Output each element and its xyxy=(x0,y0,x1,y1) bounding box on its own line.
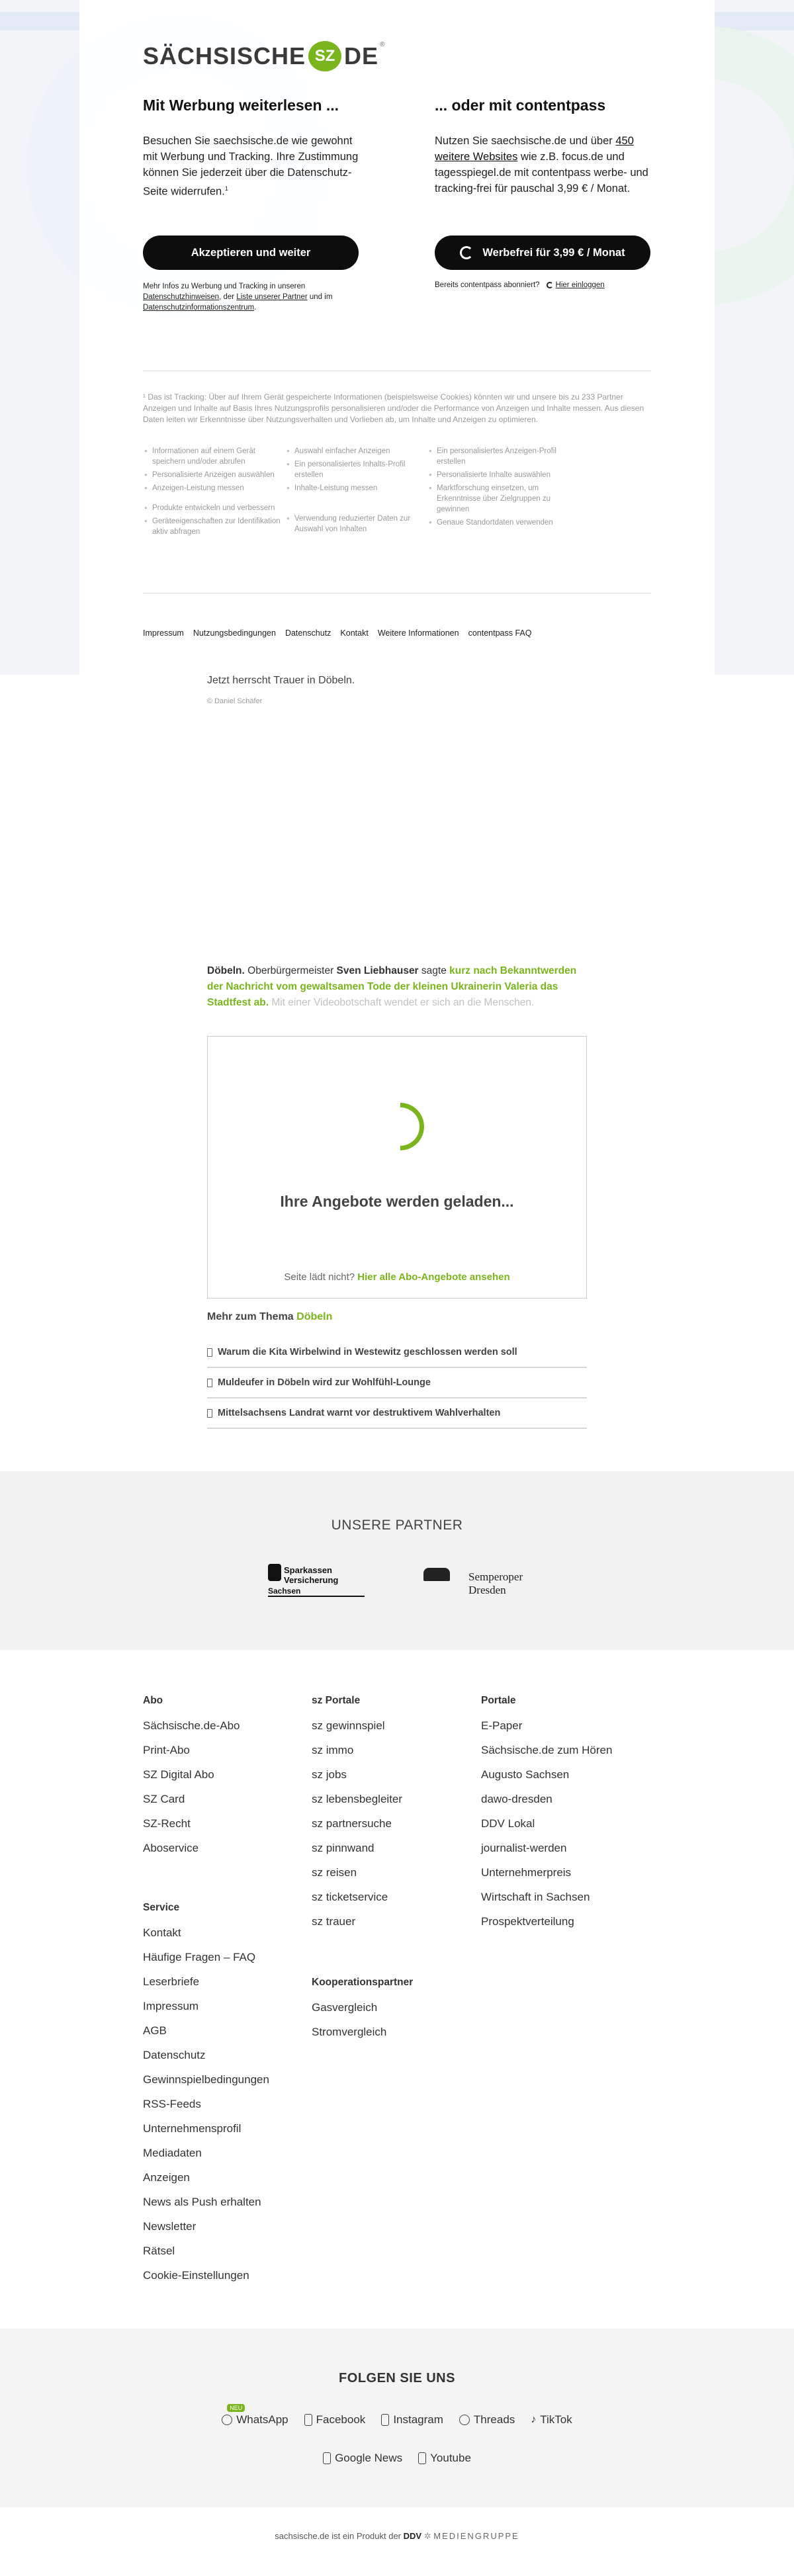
purpose-column-1 xyxy=(143,446,285,540)
social-instagram[interactable]: Instagram xyxy=(381,2413,443,2426)
social-tiktok[interactable]: ♪ TikTok xyxy=(531,2413,572,2426)
purpose-item: ● Geräteeigenschaften zur Identifikation aktiv abfragen xyxy=(143,516,285,537)
sitemap-link[interactable]: Cookie-Einstellungen xyxy=(143,2269,249,2282)
accept-button[interactable]: Akzeptieren und weiter xyxy=(143,236,359,270)
offers-hint: Seite lädt nicht? Hier alle Abo-Angebote ansehen xyxy=(284,1271,510,1283)
sitemap-link[interactable]: Wirtschaft in Sachsen xyxy=(481,1891,590,1903)
sitemap-link[interactable]: DDV Lokal xyxy=(481,1817,535,1830)
facebook-icon xyxy=(304,2414,312,2426)
article-link[interactable]: kurz nach Bekanntwerden der Nachricht vom gewaltsamen Tode der kleinen Ukrainerin Valeria das Stadtfest ab. xyxy=(207,965,577,1008)
sitemap-link[interactable]: Stromvergleich xyxy=(312,2026,387,2038)
privacy-link[interactable]: Datenschutzhinweisen xyxy=(143,293,220,301)
social-youtube[interactable]: Youtube xyxy=(418,2452,471,2465)
sitemap-link[interactable]: Mediadaten xyxy=(143,2147,202,2159)
footer-link-impressum[interactable]: Impressum xyxy=(143,628,184,638)
sitemap-link[interactable]: Unternehmerpreis xyxy=(481,1866,572,1879)
publisher-line: sachsische.de ist ein Produkt der DDV ✲ MEDIENGRUPPE xyxy=(275,2531,519,2541)
tracking-explanation: ¹ Das ist Tracking: Über auf Ihrem Gerät gespeicherte Informationen (beispielsweise Cookies) könnten wir und unsere bis zu 233 Partner Anzeigen und Inhalte auf Basis Ihres Nutzungsprofils personalisieren und/oder die Performance von Anzeigen und Inhalte messen. Aus diesen Daten leiten wir Erkenntnisse über Nutzungsverhalten und Vorlieben ab, um Inhalte und Anzeigen zu optimieren. xyxy=(143,392,644,424)
sitemap-sz-portale-title: sz Portale xyxy=(312,1695,361,1706)
purpose-list xyxy=(143,446,651,540)
sitemap-link[interactable]: Sächsische.de zum Hören xyxy=(481,1744,613,1756)
tiktok-icon: ♪ xyxy=(531,2414,537,2425)
sitemap-link[interactable]: Gasvergleich xyxy=(312,2001,378,2014)
article-icon xyxy=(207,1348,212,1357)
social-title: FOLGEN SIE UNS xyxy=(339,2371,455,2385)
purpose-item: ● Marktforschung einsetzen, um Erkenntnisse über Zielgruppen zu gewinnen xyxy=(427,483,570,515)
article-icon xyxy=(207,1409,212,1418)
offers-loading-title: Ihre Angebote werden geladen... xyxy=(280,1193,514,1210)
sitemap-link[interactable]: News als Push erhalten xyxy=(143,2196,261,2208)
sitemap-link[interactable]: Augusto Sachsen xyxy=(481,1768,570,1781)
new-badge: NEU xyxy=(227,2404,245,2412)
sitemap-link[interactable]: AGB xyxy=(143,2024,167,2037)
purpose-item: ● Ein personalisiertes Inhalts-Profil erstellen xyxy=(285,459,427,480)
logo-text-right: DE xyxy=(344,42,379,69)
sitemap-link[interactable]: journalist-werden xyxy=(481,1842,567,1854)
privacy-center-link[interactable]: Datenschutzinformationszentrum xyxy=(143,304,255,312)
purpose-item: ● Verwendung reduzierter Daten zur Auswahl von Inhalten xyxy=(285,513,427,535)
sitemap-link[interactable]: sz ticketservice xyxy=(312,1891,388,1903)
social-google-news[interactable]: Google News xyxy=(323,2452,402,2465)
sitemap-link[interactable]: Leserbriefe xyxy=(143,1975,200,1988)
purpose-item: ● Genaue Standortdaten verwenden xyxy=(427,517,570,528)
websites-link[interactable]: 450 weitere Websites xyxy=(435,135,634,163)
sitemap-link[interactable]: Sächsische.de-Abo xyxy=(143,1719,240,1732)
loading-spinner-icon xyxy=(367,1093,434,1160)
sitemap-link[interactable]: Unternehmensprofil xyxy=(143,2122,242,2135)
sitemap-link[interactable]: Rätsel xyxy=(143,2245,175,2257)
contentpass-title: ... oder mit contentpass xyxy=(435,97,606,114)
image-credit: © Daniel Schäfer xyxy=(207,697,263,705)
partner-list-link[interactable]: Liste unserer Partner xyxy=(236,293,308,301)
footer-link-more-info[interactable]: Weitere Informationen xyxy=(377,628,459,638)
all-offers-link[interactable]: Hier alle Abo-Angebote ansehen xyxy=(357,1271,510,1283)
social-threads[interactable]: Threads xyxy=(459,2413,515,2426)
purpose-item: ● Informationen auf einem Gerät speichern und/oder abrufen xyxy=(143,446,285,467)
contentpass-button-label: Werbefrei für 3,99 € / Monat xyxy=(482,246,625,259)
sitemap-link[interactable]: Häufige Fragen – FAQ xyxy=(143,1951,256,1963)
sitemap-link[interactable]: Datenschutz xyxy=(143,2049,206,2061)
social-facebook[interactable]: Facebook xyxy=(304,2413,366,2426)
consent-ads-title: Mit Werbung weiterlesen ... xyxy=(143,97,339,114)
sitemap-link[interactable]: SZ-Recht xyxy=(143,1817,191,1830)
sitemap-abo-list xyxy=(143,1713,240,1860)
social-row xyxy=(0,2452,794,2465)
footer-link-terms[interactable]: Nutzungsbedingungen xyxy=(193,628,276,638)
sparkasse-icon xyxy=(268,1564,281,1581)
sitemap-link[interactable]: dawo-dresden xyxy=(481,1793,552,1805)
sitemap-portale-title: Portale xyxy=(481,1695,516,1706)
instagram-icon xyxy=(381,2414,389,2426)
privacy-info: Mehr Infos zu Werbung und Tracking in unseren Datenschutzhinweisen, der Liste unserer Partner und im Datenschutzinformationszentrum. xyxy=(143,282,333,312)
consent-option-ads xyxy=(143,97,361,200)
contentpass-icon xyxy=(460,246,473,259)
social-row xyxy=(0,2405,794,2426)
purpose-item: ● Personalisierte Anzeigen auswählen xyxy=(143,470,285,480)
site-logo xyxy=(143,41,384,71)
related-articles xyxy=(207,1338,587,1429)
purpose-item: ● Personalisierte Inhalte auswählen xyxy=(427,470,570,480)
sitemap-link[interactable]: SZ Card xyxy=(143,1793,185,1805)
sitemap-link[interactable]: sz immo xyxy=(312,1744,354,1756)
threads-icon xyxy=(459,2415,470,2425)
google-news-icon xyxy=(323,2452,331,2464)
purpose-item: ● Auswahl einfacher Anzeigen xyxy=(285,446,427,456)
consent-footer-links xyxy=(143,628,531,638)
partners-title: UNSERE PARTNER xyxy=(331,1518,463,1533)
more-on-topic-title: Mehr zum Thema Döbeln xyxy=(207,1311,333,1322)
sitemap-link[interactable]: sz reisen xyxy=(312,1866,357,1879)
footer-link-contentpass-faq[interactable]: contentpass FAQ xyxy=(468,628,532,638)
sitemap-link[interactable]: Anzeigen xyxy=(143,2171,190,2184)
topic-link[interactable]: Döbeln xyxy=(296,1311,333,1322)
article-lead: Döbeln. Oberbürgermeister Sven Liebhauser sagte kurz nach Bekanntwerden der Nachricht vom gewaltsamen Tode der kleinen Ukrainerin Valeria das Stadtfest ab. Mit einer Videobotschaft wendet er sich an die Menschen. xyxy=(207,965,577,1008)
related-article[interactable]: Mittelsachsens Landrat warnt vor destruktivem Wahlverhalten xyxy=(207,1398,587,1429)
semperoper-logo[interactable]: Semperoper Dresden xyxy=(423,1565,543,1602)
purpose-item: ● Anzeigen-Leistung messen xyxy=(143,483,285,494)
sitemap-sz-portale-list xyxy=(312,1713,402,1934)
offers-box xyxy=(207,1036,587,1299)
logo-badge: SZ xyxy=(308,41,341,71)
purpose-item: ● Inhalte-Leistung messen xyxy=(285,483,427,494)
article-icon xyxy=(207,1379,212,1387)
sitemap-link[interactable]: sz pinnwand xyxy=(312,1842,375,1854)
login-link[interactable]: Hier einloggen xyxy=(555,281,605,289)
sitemap-link[interactable]: RSS-Feeds xyxy=(143,2098,201,2110)
purpose-column-3 xyxy=(427,446,570,540)
consent-dialog xyxy=(79,0,715,675)
divider xyxy=(143,370,651,371)
sitemap-link[interactable]: Aboservice xyxy=(143,1842,199,1854)
contentpass-subscribe-button[interactable] xyxy=(435,236,650,270)
sitemap-portale-list xyxy=(481,1713,612,1934)
sitemap-link[interactable]: Gewinnspielbedingungen xyxy=(143,2073,269,2086)
sitemap-service-list xyxy=(143,1920,269,2288)
sitemap-cooperation-title: Kooperationspartner xyxy=(312,1977,414,1988)
login-icon xyxy=(547,282,553,288)
sitemap-link[interactable]: Prospektverteilung xyxy=(481,1915,574,1928)
sitemap-link[interactable]: SZ Digital Abo xyxy=(143,1768,214,1781)
sitemap-link[interactable]: sz trauer xyxy=(312,1915,356,1928)
contentpass-text: Nutzen Sie saechsische.de und über 450 weitere Websites wie z.B. focus.de und tagesspiegel.de mit contentpass werbe- und tracking-frei für pauschal 3,99 € / Monat. xyxy=(435,135,648,194)
sitemap-link[interactable]: sz partnersuche xyxy=(312,1817,392,1830)
purpose-item: ● Ein personalisiertes Anzeigen-Profil erstellen xyxy=(427,446,570,467)
purpose-column-2 xyxy=(285,446,427,540)
sitemap-link[interactable]: sz lebensbegleiter xyxy=(312,1793,403,1805)
partners-section xyxy=(0,1471,794,1650)
sitemap-cooperation-list xyxy=(312,1995,386,2044)
sitemap-link[interactable]: sz gewinnspiel xyxy=(312,1719,385,1732)
sitemap-abo-title: Abo xyxy=(143,1695,163,1706)
star-icon: ✲ xyxy=(423,2531,431,2541)
sitemap-link[interactable]: Print-Abo xyxy=(143,1744,190,1756)
footer-link-privacy[interactable]: Datenschutz xyxy=(285,628,331,638)
consent-option-contentpass xyxy=(435,97,653,196)
sitemap-link[interactable]: E-Paper xyxy=(481,1719,523,1732)
sitemap-link[interactable]: sz jobs xyxy=(312,1768,347,1781)
whatsapp-icon xyxy=(222,2415,232,2425)
footer-link-contact[interactable]: Kontakt xyxy=(340,628,369,638)
contentpass-login: Bereits contentpass abonniert? Hier einloggen xyxy=(435,281,605,289)
sitemap-link[interactable]: Impressum xyxy=(143,2000,199,2012)
logo-registered-mark: ® xyxy=(380,41,385,48)
ddv-logo[interactable]: DDV xyxy=(403,2531,422,2541)
image-caption: Jetzt herrscht Trauer in Döbeln. xyxy=(207,675,355,686)
sparkassen-versicherung-logo[interactable]: Sparkassen Versicherung Sachsen xyxy=(268,1564,365,1604)
social-section xyxy=(0,2329,794,2507)
sitemap-link[interactable]: Kontakt xyxy=(143,1926,181,1939)
logo-text-left: SÄCHSISCHE xyxy=(143,42,306,69)
consent-ads-text: Besuchen Sie saechsische.de wie gewohnt mit Werbung und Tracking. Ihre Zustimmung können Sie jederzeit über die Datenschutz-Seite widerrufen.$^1$ xyxy=(143,135,359,198)
social-whatsapp[interactable]: NEU WhatsApp xyxy=(222,2413,288,2426)
related-article[interactable]: Warum die Kita Wirbelwind in Westewitz geschlossen werden soll xyxy=(207,1338,587,1368)
sitemap-link[interactable]: Newsletter xyxy=(143,2220,197,2233)
youtube-icon xyxy=(418,2452,426,2464)
related-article[interactable]: Muldeufer in Döbeln wird zur Wohlfühl-Lounge xyxy=(207,1368,587,1398)
opera-house-icon xyxy=(423,1568,450,1581)
purpose-item: ● Produkte entwickeln und verbessern xyxy=(143,503,285,513)
sitemap-service-title: Service xyxy=(143,1902,180,1913)
